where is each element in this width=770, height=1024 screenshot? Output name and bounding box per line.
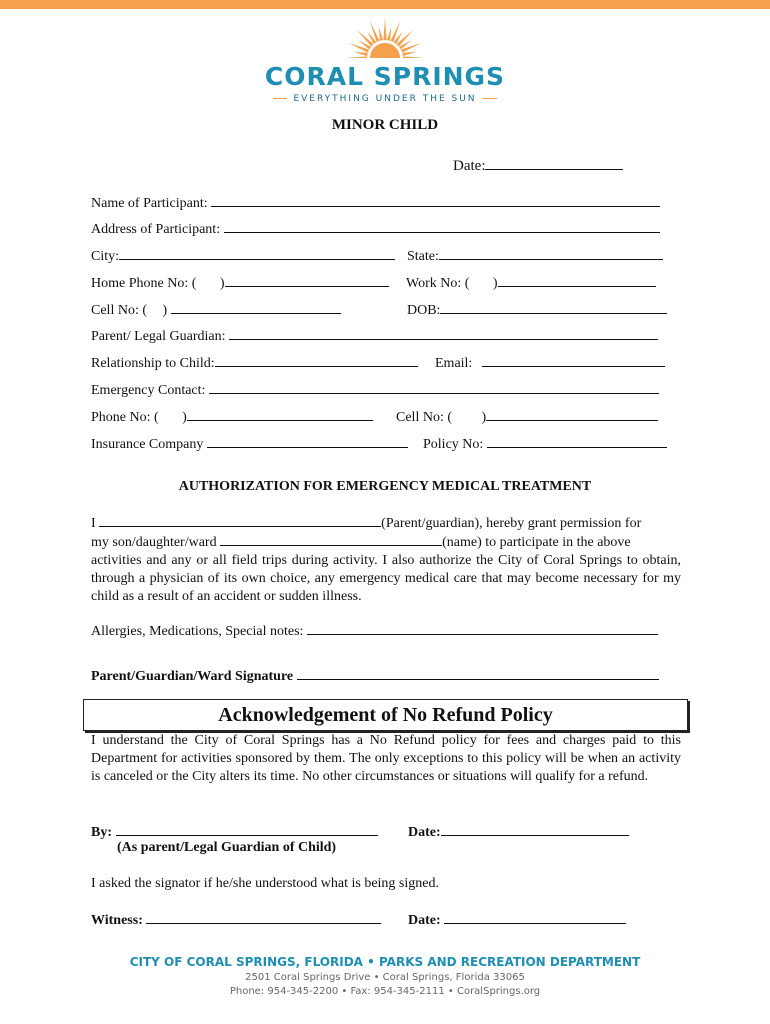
authorization-heading: AUTHORIZATION FOR EMERGENCY MEDICAL TREATMENT xyxy=(178,479,592,494)
child-name-blank[interactable] xyxy=(220,533,442,546)
witness-date-field[interactable]: Date: xyxy=(408,910,626,929)
logo-title: CORAL SPRINGS xyxy=(264,62,506,91)
insurance-field[interactable]: Insurance Company xyxy=(91,434,408,453)
state-field[interactable]: State: xyxy=(407,246,663,265)
guardian-field[interactable]: Parent/ Legal Guardian: xyxy=(91,326,658,345)
city-field[interactable]: City: xyxy=(91,246,395,265)
sun-ray xyxy=(402,52,416,56)
authorization-body: activities and any or all field trips during activity. I also authorize the City of Coral Springs to obtain, through a physician of its own choice, any emergency medical care that may become necessary for my child as a result of an accident or sudden illness. xyxy=(91,553,681,604)
authorization-line-2: my son/daughter/ward (name) to participate in the above xyxy=(91,535,631,550)
sun-ray xyxy=(383,18,386,40)
emergency-contact-field[interactable]: Emergency Contact: xyxy=(91,380,659,399)
participant-address-field[interactable]: Address of Participant: xyxy=(91,219,660,238)
date-field[interactable]: Date: xyxy=(453,156,623,175)
sun-ray xyxy=(379,27,383,41)
email-field[interactable]: Email: xyxy=(435,353,665,372)
top-color-bar xyxy=(0,0,770,9)
as-parent-note: (As parent/Legal Guardian of Child) xyxy=(117,840,337,855)
cell-phone-field[interactable]: Cell No: ( ) xyxy=(91,300,341,319)
home-phone-field[interactable]: Home Phone No: ( ) xyxy=(91,273,389,292)
form-title: MINOR CHILD xyxy=(331,117,439,133)
sun-ray xyxy=(387,27,391,41)
authorization-line-1: I (Parent/guardian), hereby grant permission for xyxy=(91,516,642,531)
footer-contact: Phone: 954-345-2200 • Fax: 954-345-2111 • CoralSprings.org xyxy=(229,986,541,997)
coral-springs-logo xyxy=(0,12,770,112)
relationship-field[interactable]: Relationship to Child: xyxy=(91,353,418,372)
refund-date-field[interactable]: Date: xyxy=(408,822,629,841)
sun-icon xyxy=(330,12,440,68)
authorization-paragraph xyxy=(91,514,681,606)
signature-field[interactable]: Parent/Guardian/Ward Signature xyxy=(91,666,659,685)
by-signature-field[interactable]: By: xyxy=(91,822,378,841)
refund-body: I understand the City of Coral Springs has a No Refund policy for fees and charges paid to this Department for activities sponsored by them. The only exceptions to this policy will be when an activity is canceled or the City alters its time. No other circumstances or situations will qualify for a refund. xyxy=(91,733,681,784)
policy-field[interactable]: Policy No: xyxy=(423,434,667,453)
work-phone-field[interactable]: Work No: ( ) xyxy=(406,273,656,292)
refund-title: Acknowledgement of No Refund Policy xyxy=(218,704,553,726)
allergies-field[interactable]: Allergies, Medications, Special notes: xyxy=(91,621,658,640)
logo-tagline: EVERYTHING UNDER THE SUN xyxy=(0,94,770,104)
guardian-name-blank[interactable] xyxy=(99,514,381,527)
footer-department: CITY OF CORAL SPRINGS, FLORIDA • PARKS AND RECREATION DEPARTMENT xyxy=(129,955,641,969)
witness-field[interactable]: Witness: xyxy=(91,910,381,929)
dob-field[interactable]: DOB: xyxy=(407,300,667,319)
emergency-cell-field[interactable]: Cell No: ( ) xyxy=(396,407,658,426)
sun-ray xyxy=(354,52,368,56)
footer-address: 2501 Coral Springs Drive • Coral Springs, Florida 33065 xyxy=(245,972,525,983)
participant-name-field[interactable]: Name of Participant: xyxy=(91,193,660,212)
refund-title-box xyxy=(83,699,688,731)
emergency-phone-field[interactable]: Phone No: ( ) xyxy=(91,407,373,426)
asked-signator-text: I asked the signator if he/she understood what is being signed. xyxy=(91,876,439,891)
